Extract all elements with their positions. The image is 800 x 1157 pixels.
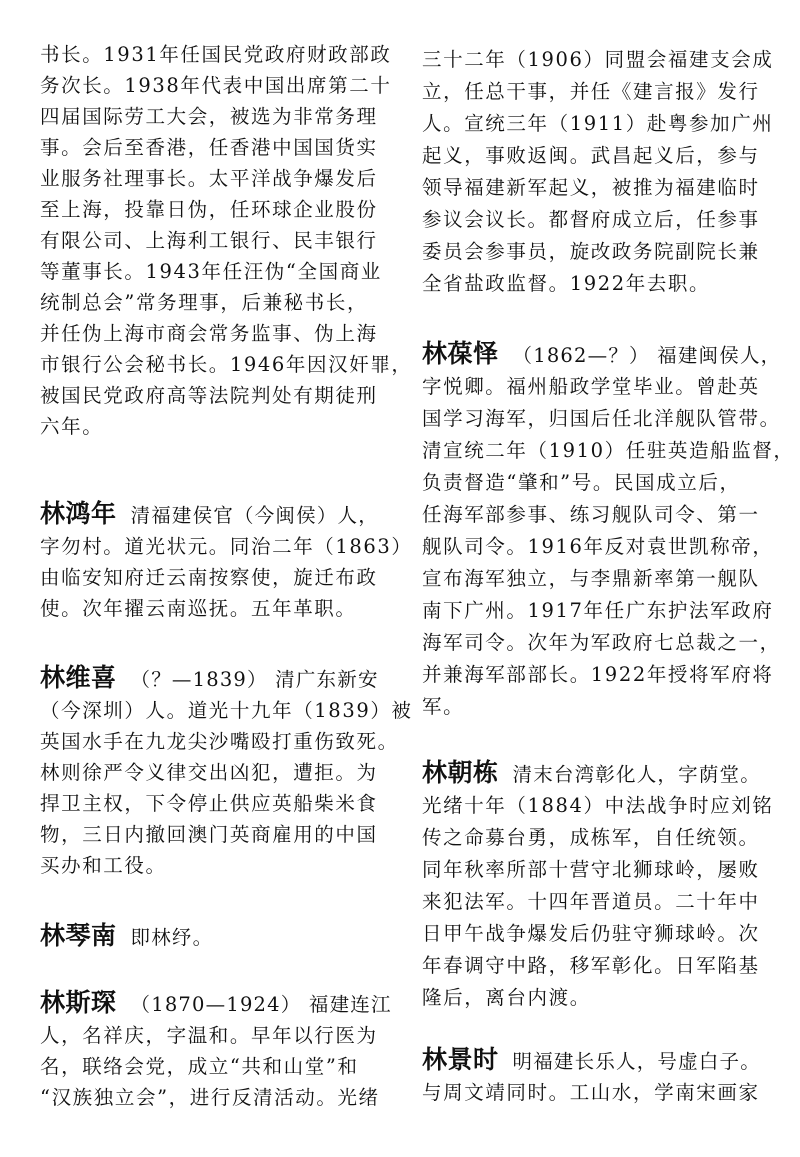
entry-head-line: [422, 758, 761, 790]
text-line: 字悦卿。福州船政学堂毕业。曾赴英: [422, 375, 760, 398]
text-line: 年春调守中路，移军彰化。日军陷基: [422, 954, 760, 977]
text-line: 立，任总干事，并任《建言报》发行: [422, 80, 760, 103]
text-line: （今深圳）人。道光十九年（1839）被: [40, 699, 413, 722]
text-line: 使。次年擢云南巡抚。五年革职。: [40, 597, 357, 620]
text-line: 领导福建新军起义，被推为福建临时: [422, 176, 760, 199]
text-line: 市银行公会秘书长。1946年因汉奸罪，: [40, 353, 413, 376]
text-line: 并任伪上海市商会常务监事、伪上海: [40, 322, 378, 345]
text-line: 人，名祥庆，字温和。早年以行医为: [40, 1024, 378, 1047]
text-line: 光绪十年（1884）中法战争时应刘铭: [422, 794, 774, 817]
text-line: 起义，事败返闽。武昌起义后，参与: [422, 144, 760, 167]
text-line: 有限公司、上海利工银行、民丰银行: [40, 229, 378, 252]
text-line: 事。会后至香港，任香港中国国货实: [40, 136, 378, 159]
entry-head-line: [422, 339, 781, 371]
text-line: 宣布海军独立，与李鼎新率第一舰队: [422, 567, 760, 590]
text-line: 字勿村。道光状元。同治二年（1863）: [40, 535, 413, 558]
entry-first-text: 即林纾。: [130, 926, 214, 949]
text-line: 委员会参事员，旋改政务院副院长兼: [422, 240, 760, 263]
entry-head-line: [40, 663, 379, 695]
text-line: 三十二年（1906）同盟会福建支会成: [422, 48, 774, 71]
text-line: 同年秋率所部十营守北狮球岭，屡败: [422, 858, 760, 881]
text-line: “汉族独立会”，进行反清活动。光绪: [40, 1086, 380, 1109]
text-line: 传之命募台勇，成栋军，自任统领。: [422, 826, 760, 849]
text-line: 英国水手在九龙尖沙嘴殴打重伤致死。: [40, 730, 399, 753]
text-line: 人。宣统三年（1911）赴粤参加广州: [422, 112, 774, 135]
text-line: 统制总会”常务理事，后兼秘书长，: [40, 291, 369, 314]
text-line: 舰队司令。1916年反对袁世凯称帝，: [422, 535, 774, 558]
text-line: 四届国际劳工大会，被选为非常务理: [40, 105, 378, 128]
entry-head-line: [40, 988, 392, 1020]
entry-head-line: [40, 499, 379, 531]
text-line: 清宣统二年（1910）任驻英造船监督，: [422, 439, 795, 462]
text-line: 全省盐政监督。1922年去职。: [422, 272, 711, 295]
entry-head-line: [422, 1045, 761, 1077]
entry-headword: 林鸿年: [40, 499, 117, 528]
text-line: 隆后，离台内渡。: [422, 986, 591, 1009]
entry-first-text: 清福建侯官（今闽侯）人，: [130, 504, 379, 527]
text-line: 林则徐严令义律交出凶犯，遭拒。为: [40, 761, 378, 784]
entry-first-text: （？—1839） 清广东新安: [130, 668, 379, 691]
text-line: 国学习海军，归国后任北洋舰队管带。: [422, 407, 781, 430]
entry-first-text: 清末台湾彰化人，字荫堂。: [512, 763, 761, 786]
text-line: 等董事长。1943年任汪伪“全国商业: [40, 260, 382, 283]
text-line: 六年。: [40, 415, 104, 438]
text-line: 务次长。1938年代表中国出席第二十: [40, 74, 392, 97]
entry-headword: 林斯琛: [40, 988, 117, 1017]
text-line: 来犯法军。十四年晋道员。二十年中: [422, 890, 760, 913]
text-line: 负责督造“肇和”号。民国成立后，: [422, 471, 741, 494]
entry-headword: 林景时: [422, 1045, 499, 1074]
entry-headword: 林朝栋: [422, 758, 499, 787]
text-line: 日甲午战争爆发后仍驻守狮球岭。次: [422, 922, 760, 945]
entry-headword: 林葆怿: [422, 339, 499, 368]
text-line: 并兼海军部部长。1922年授将军府将: [422, 663, 774, 686]
text-line: 业服务社理事长。太平洋战争爆发后: [40, 167, 378, 190]
text-line: 名，联络会党，成立“共和山堂”和: [40, 1055, 359, 1078]
entry-headword: 林琴南: [40, 921, 117, 950]
text-line: 至上海，投靠日伪，任环球企业股份: [40, 198, 378, 221]
text-line: 与周文靖同时。工山水，学南宋画家: [422, 1081, 760, 1104]
entry-head-line: [40, 921, 213, 953]
text-line: 物，三日内撤回澳门英商雇用的中国: [40, 823, 378, 846]
text-line: 被国民党政府高等法院判处有期徒刑: [40, 384, 378, 407]
text-line: 海军司令。次年为军政府七总裁之一，: [422, 631, 781, 654]
entry-first-text: （1870—1924） 福建连江: [130, 993, 392, 1016]
text-line: 由临安知府迁云南按察使，旋迁布政: [40, 566, 378, 589]
text-line: 买办和工役。: [40, 854, 167, 877]
entry-first-text: 明福建长乐人，号虚白子。: [512, 1050, 761, 1073]
text-line: 军。: [422, 695, 465, 718]
text-line: 捍卫主权，下令停止供应英船柴米食: [40, 792, 378, 815]
entry-first-text: （1862—？） 福建闽侯人，: [512, 344, 782, 367]
text-line: 书长。1931年任国民党政府财政部政: [40, 43, 392, 66]
text-line: 任海军部参事、练习舰队司令、第一: [422, 503, 760, 526]
text-line: 参议会议长。都督府成立后，任参事: [422, 208, 760, 231]
entry-headword: 林维喜: [40, 663, 117, 692]
text-line: 南下广州。1917年任广东护法军政府: [422, 599, 774, 622]
